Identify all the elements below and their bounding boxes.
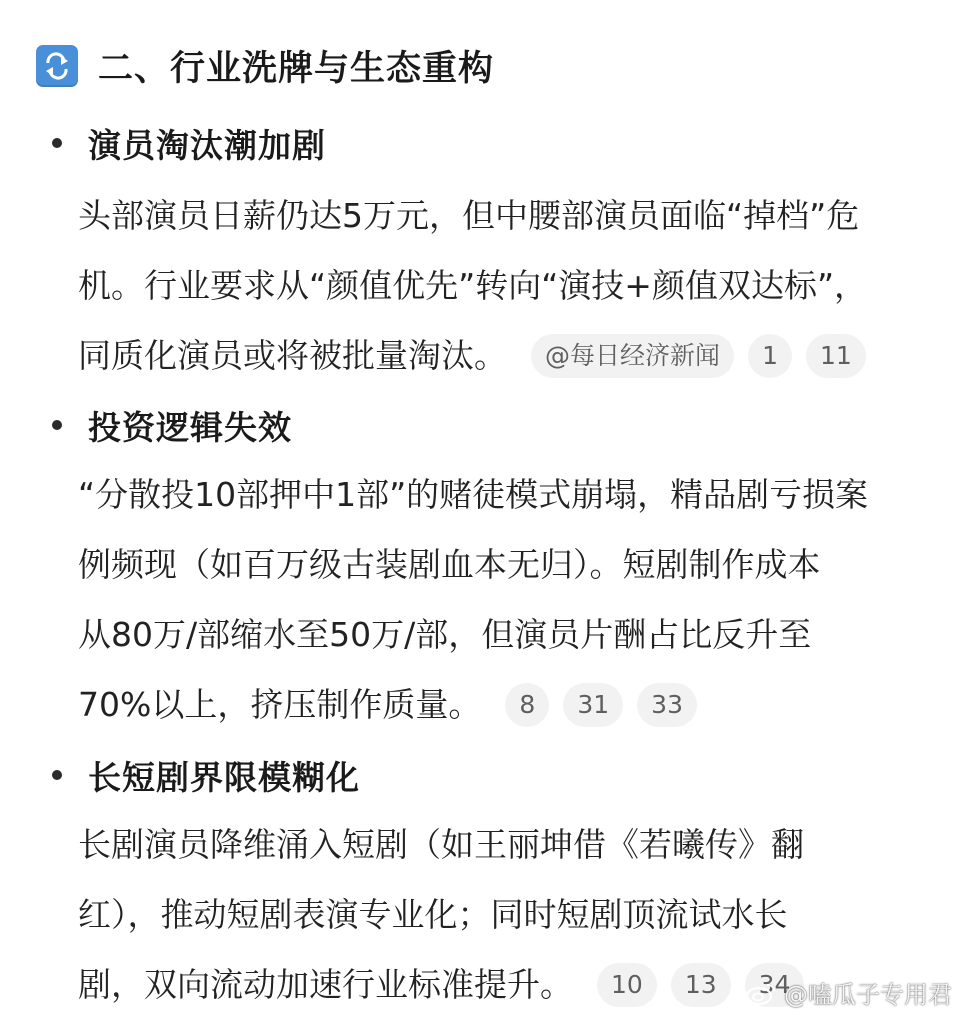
section-heading [36, 40, 494, 92]
citation-chip[interactable]: 33 [637, 683, 697, 727]
bullet-section-actor-elimination [44, 118, 934, 391]
bullet-title-row [44, 118, 934, 168]
watermark [744, 975, 952, 1010]
bullet-section-investment-logic [44, 400, 934, 740]
body-line [78, 460, 934, 530]
body-text: 从80万/部缩水至50万/部，但演员片酬占比反升至 [78, 615, 812, 654]
body-line [78, 880, 934, 950]
body-text: 例频现（如百万级古装剧血本无归）。短剧制作成本 [78, 545, 821, 584]
citation-chip[interactable]: 10 [597, 963, 657, 1007]
body-line [78, 181, 934, 251]
body-text: “分散投10部押中1部”的赌徒模式崩塌，精品剧亏损案 [78, 475, 869, 514]
citation-chip[interactable]: 31 [563, 683, 623, 727]
source-chip[interactable]: @每日经济新闻 [531, 334, 734, 378]
body-text: 红），推动短剧表演专业化；同时短剧顶流试水长 [78, 895, 788, 934]
body-text: 70%以上，挤压制作质量。 [78, 685, 482, 724]
citation-chip[interactable]: 1 [748, 334, 792, 378]
citation-chip[interactable]: 13 [671, 963, 731, 1007]
repeat-arrows-icon [36, 45, 78, 87]
body-line [78, 600, 934, 670]
bullet-title: 演员淘汰潮加剧 [88, 125, 326, 165]
body-line [78, 530, 934, 600]
citation-chip[interactable]: 8 [505, 683, 549, 727]
section-heading-text: 二、行业洗牌与生态重构 [98, 49, 495, 89]
body-line [78, 251, 934, 321]
bullet-dot-icon [52, 420, 62, 430]
bullet-dot-icon [52, 770, 62, 780]
bullet-title-row [44, 400, 934, 450]
watermark-text: @嗑瓜子专用君 [784, 981, 952, 1009]
bullet-title-row [44, 750, 934, 800]
body-text: 头部演员日薪仍达5万元，但中腰部演员面临“掉档”危 [78, 196, 860, 235]
body-line [78, 321, 934, 391]
body-text: 长剧演员降维涌入短剧（如王丽坤借《若曦传》翻 [78, 825, 804, 864]
body-text: 剧，双向流动加速行业标准提升。 [78, 965, 573, 1004]
body-line [78, 670, 934, 740]
bullet-dot-icon [52, 138, 62, 148]
citation-chip[interactable]: 11 [806, 334, 866, 378]
body-text: 机。行业要求从“颜值优先”转向“演技+颜值双达标”， [78, 266, 868, 305]
bullet-title: 长短剧界限模糊化 [88, 757, 360, 797]
citation-chip[interactable]: 34 [745, 963, 805, 1007]
weibo-icon [744, 979, 778, 1007]
bullet-title: 投资逻辑失效 [88, 407, 292, 447]
body-text: 同质化演员或将被批量淘汰。 [78, 336, 507, 375]
body-line [78, 810, 934, 880]
